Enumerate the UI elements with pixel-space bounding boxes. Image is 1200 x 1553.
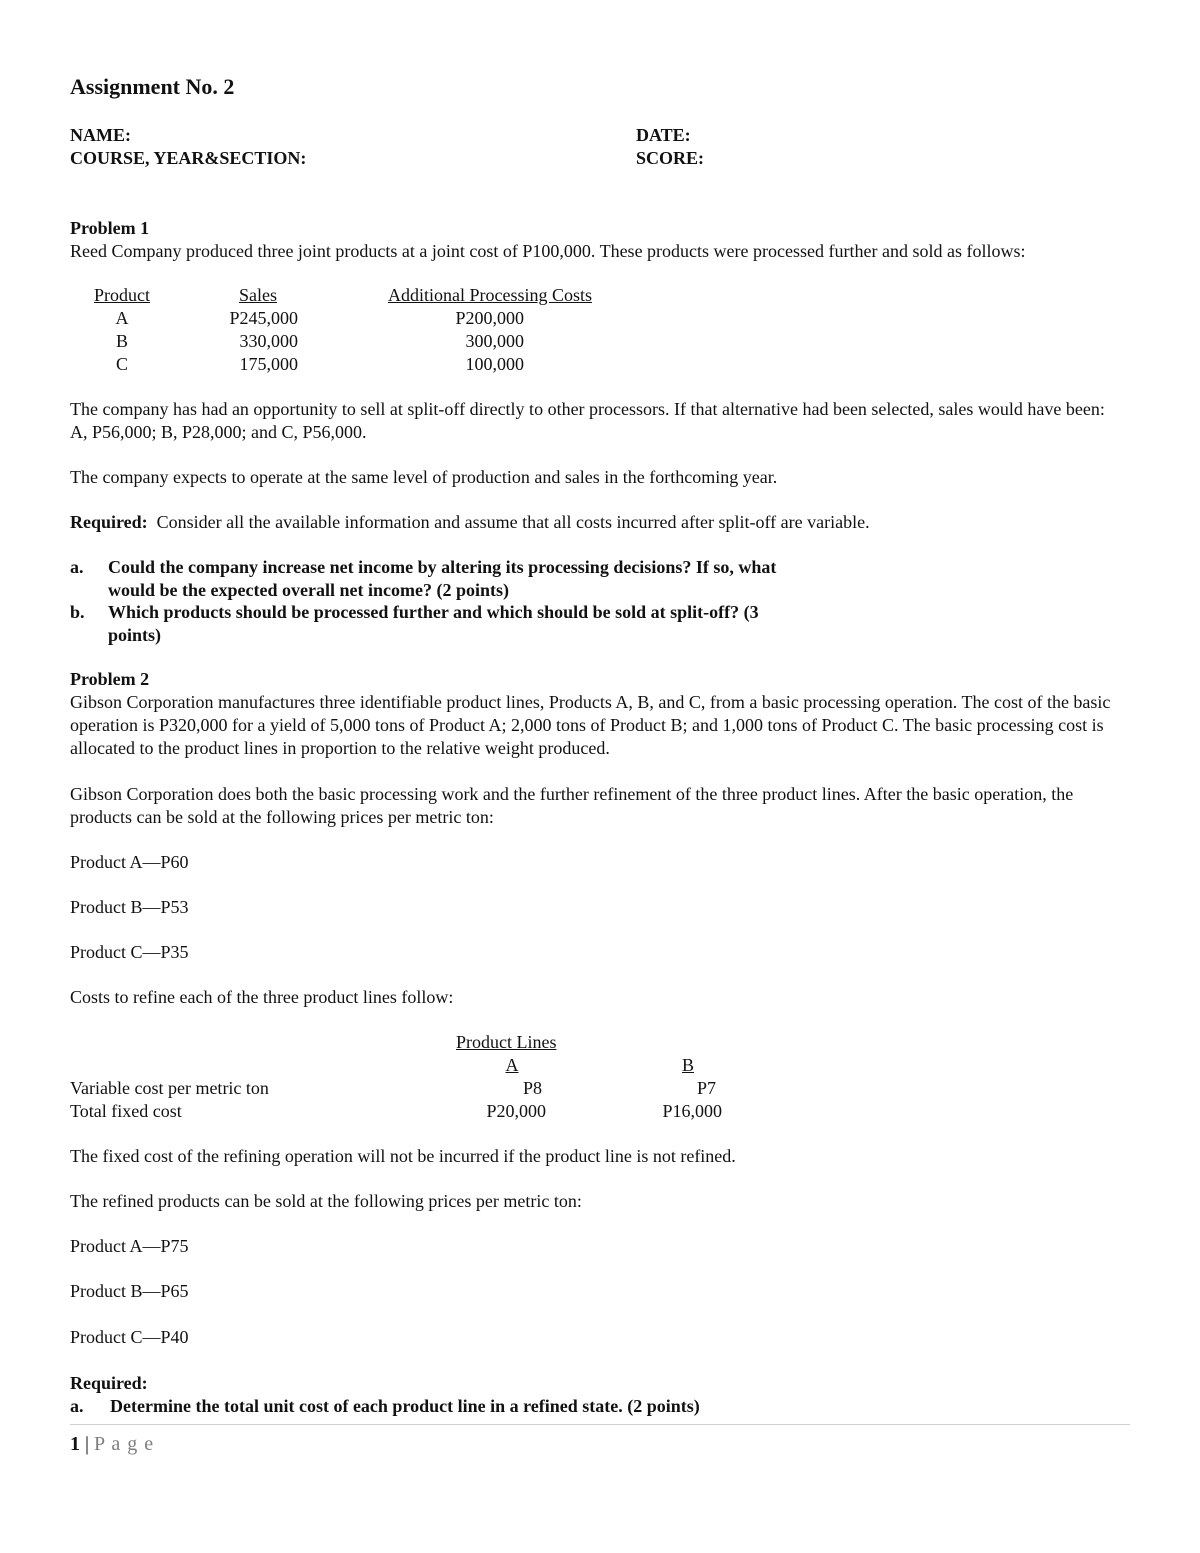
refined-price-item: Product B—P65 — [70, 1281, 189, 1301]
table-cell: 300,000 — [465, 331, 524, 351]
split-price-item: Product C—P35 — [70, 942, 189, 962]
question-letter: a. — [70, 557, 84, 577]
problem2-heading: Problem 2 — [70, 669, 150, 689]
question-letter: b. — [70, 602, 85, 622]
table-cell: P8 — [522, 1078, 542, 1098]
table-cell: P20,000 — [486, 1101, 546, 1121]
problem2-para1: Gibson Corporation manufactures three identifiable product lines, Products A, B, and C, from a basic processing operation. The cost of the basic operation is P320,000 for a yield of 5,000 tons of Product A; 2,000 tons of Product B; and 1,000 tons of Product C. The basic processing cost is allocated to the product lines in proportion to the relative weight produced. — [70, 692, 1111, 758]
sales-header-column — [220, 284, 296, 307]
date-label: DATE: — [636, 125, 691, 145]
problem2-question-a: Determine the total unit cost of each product line in a refined state. (2 points) — [110, 1396, 700, 1416]
page-number: 1 — [70, 1433, 80, 1455]
page-word: P a g e — [94, 1433, 155, 1455]
processing-header-column — [378, 284, 602, 307]
table-cell: B — [115, 331, 128, 351]
required-text: Consider all the available information and assume that all costs incurred after split-off are variable. — [156, 512, 870, 532]
product-column — [90, 284, 154, 376]
column-b-header: B — [681, 1055, 694, 1075]
problem1-intro: Reed Company produced three joint products at a joint cost of P100,000. These products were processed further and sold as follows: — [70, 241, 1026, 261]
row-label: Variable cost per metric ton — [70, 1078, 269, 1098]
row-label: Total fixed cost — [70, 1101, 182, 1121]
footer-separator: | — [85, 1433, 90, 1455]
processing-column — [378, 307, 524, 376]
refined-price-item: Product A—P75 — [70, 1236, 189, 1256]
split-price-item: Product B—P53 — [70, 897, 189, 917]
product-lines-header: Product Lines — [456, 1032, 557, 1052]
sales-column — [220, 307, 298, 376]
problem1-para1: The company has had an opportunity to sell at split-off directly to other processors. If that alternative had been selected, sales would have been: A, P56,000; B, P28,000; and C, P56,000. — [70, 399, 1105, 442]
course-label: COURSE, YEAR&SECTION: — [70, 148, 307, 168]
question-b-line2: points) — [108, 625, 162, 645]
question-b-line1: Which products should be processed further and which should be sold at split-off? (3 — [108, 602, 759, 622]
required-label: Required: — [70, 512, 148, 532]
table-header: Additional Processing Costs — [387, 285, 592, 305]
table-cell: P200,000 — [455, 308, 524, 328]
table-cell: 330,000 — [239, 331, 298, 351]
problem2-para3: The fixed cost of the refining operation will not be incurred if the product line is not refined. — [70, 1146, 736, 1166]
table-cell: 175,000 — [239, 354, 298, 374]
problem2-para2: Gibson Corporation does both the basic processing work and the further refinement of the three product lines. After the basic operation, the products can be sold at the following prices per metric ton: — [70, 784, 1074, 827]
table-cell: P16,000 — [662, 1101, 722, 1121]
table-header: Product — [94, 285, 150, 305]
problem2-para4: The refined products can be sold at the following prices per metric ton: — [70, 1191, 582, 1211]
question-a-line2: would be the expected overall net income? (2 points) — [108, 580, 509, 600]
split-price-item: Product A—P60 — [70, 852, 189, 872]
table-cell: C — [115, 354, 128, 374]
assignment-title: Assignment No. 2 — [70, 74, 235, 99]
table-cell: P245,000 — [229, 308, 298, 328]
problem2-required-label: Required: — [70, 1373, 148, 1393]
footer-rule — [70, 1424, 1130, 1425]
problem1-heading: Problem 1 — [70, 218, 150, 238]
table-cell: P7 — [696, 1078, 716, 1098]
table-cell: 100,000 — [465, 354, 524, 374]
score-label: SCORE: — [636, 148, 705, 168]
cost-table — [70, 1031, 770, 1131]
name-label: NAME: — [70, 125, 131, 145]
page-footer — [70, 1432, 154, 1456]
costs-intro: Costs to refine each of the three product lines follow: — [70, 987, 454, 1007]
question-letter: a. — [70, 1396, 84, 1416]
column-a-header: A — [505, 1055, 519, 1075]
table-cell: A — [115, 308, 129, 328]
problem1-required — [70, 511, 870, 534]
problem1-para2: The company expects to operate at the same level of production and sales in the forthcoming year. — [70, 467, 778, 487]
table-header: Sales — [239, 285, 277, 305]
refined-price-item: Product C—P40 — [70, 1327, 189, 1347]
question-a-line1: Could the company increase net income by altering its processing decisions? If so, what — [108, 557, 777, 577]
